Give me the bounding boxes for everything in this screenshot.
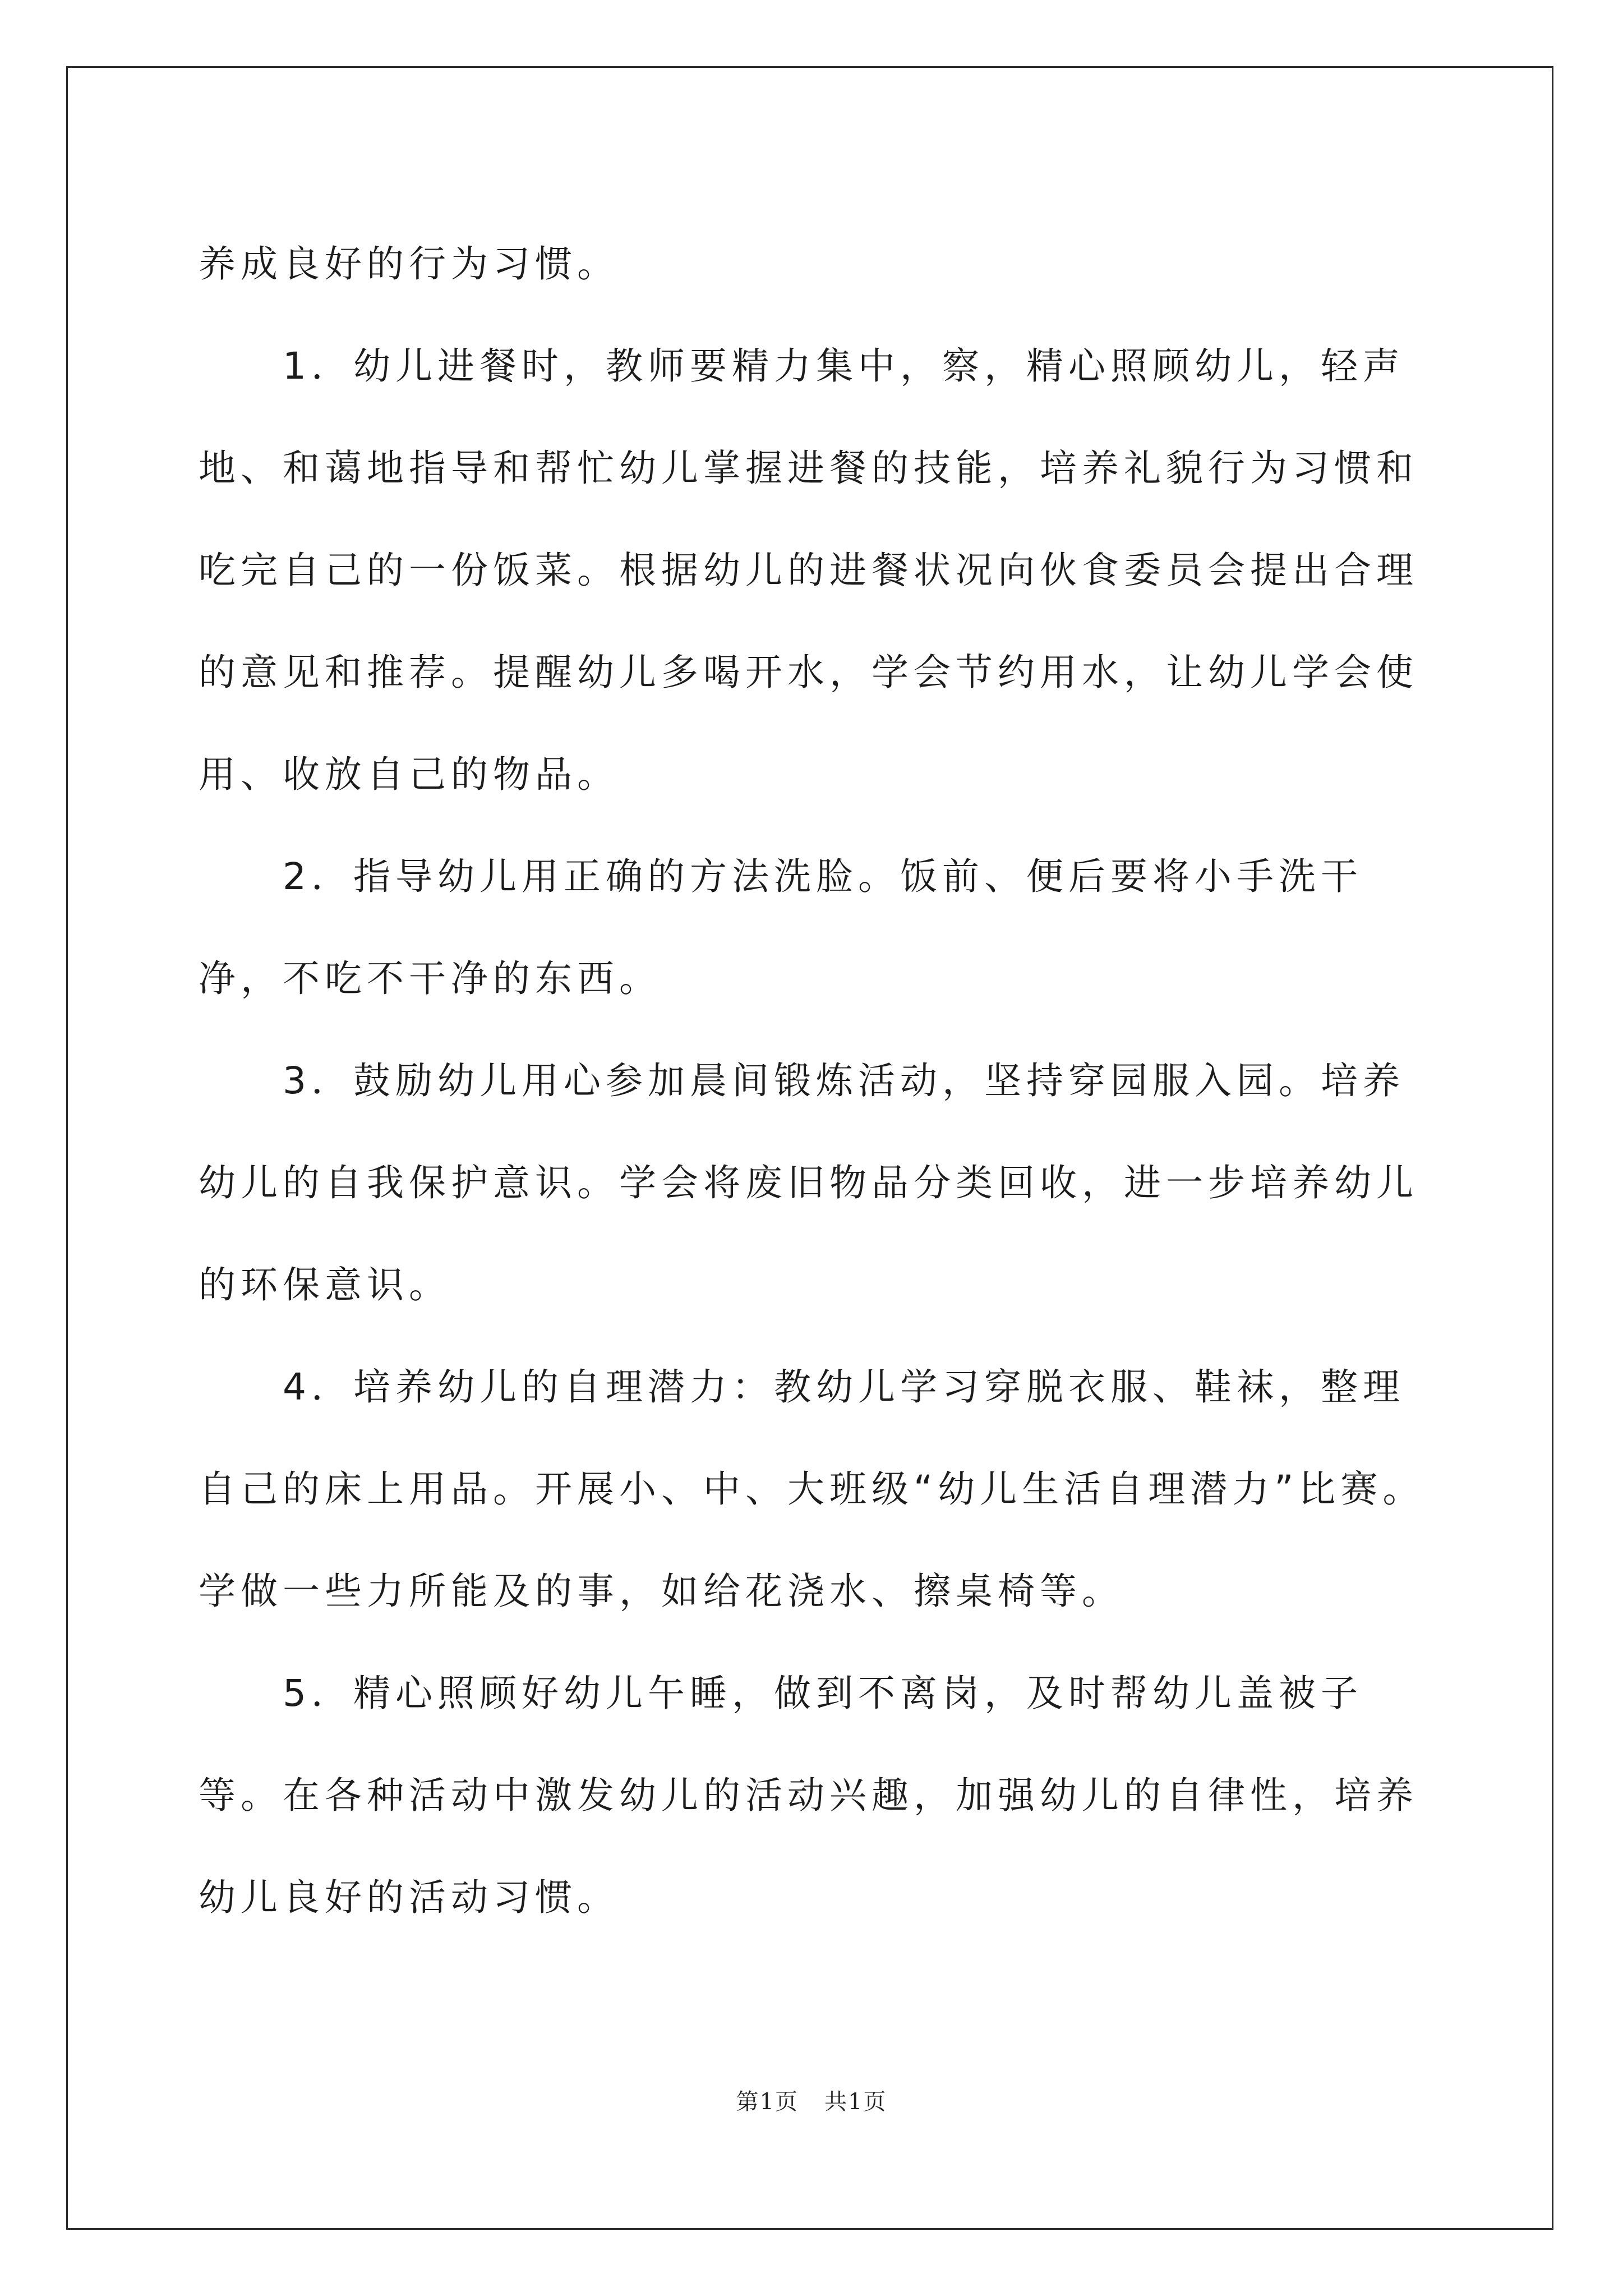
paragraph-item-1: 1．幼儿进餐时，教师要精力集中，察，精心照顾幼儿，轻声地、和蔼地指导和帮忙幼儿掌握进餐的技能，培养礼貌行为习惯和吃完自己的一份饭菜。根据幼儿的进餐状况向伙食委员会提出合理的意见和推荐。提醒幼儿多喝开水，学会节约用水，让幼儿学会使用、收放自己的物品。	[199, 344, 1418, 796]
paragraph-item-2: 2．指导幼儿用正确的方法洗脸。饭前、便后要将小手洗干净，不吃不干净的东西。	[199, 855, 1363, 1000]
page-number: 第1页	[736, 2089, 799, 2115]
document-body	[199, 213, 1438, 1949]
paragraph-item-3: 3．鼓励幼儿用心参加晨间锻炼活动，坚持穿园服入园。培养幼儿的自我保护意识。学会将废旧物品分类回收，进一步培养幼儿的环保意识。	[199, 1059, 1418, 1306]
paragraph-item-4: 4．培养幼儿的自理潜力：教幼儿学习穿脱衣服、鞋袜，整理自己的床上用品。开展小、中、大班级“幼儿生活自理潜力”比赛。学做一些力所能及的事，如给花浇水、擦桌椅等。	[199, 1365, 1425, 1613]
page-total: 共1页	[824, 2089, 887, 2115]
paragraph-continuation: 养成良好的行为习惯。	[199, 242, 619, 286]
page-footer	[0, 2084, 1623, 2116]
paragraph-item-5: 5．精心照顾好幼儿午睡，做到不离岗，及时帮幼儿盖被子等。在各种活动中激发幼儿的活动兴趣，加强幼儿的自律性，培养幼儿良好的活动习惯。	[199, 1672, 1418, 1919]
